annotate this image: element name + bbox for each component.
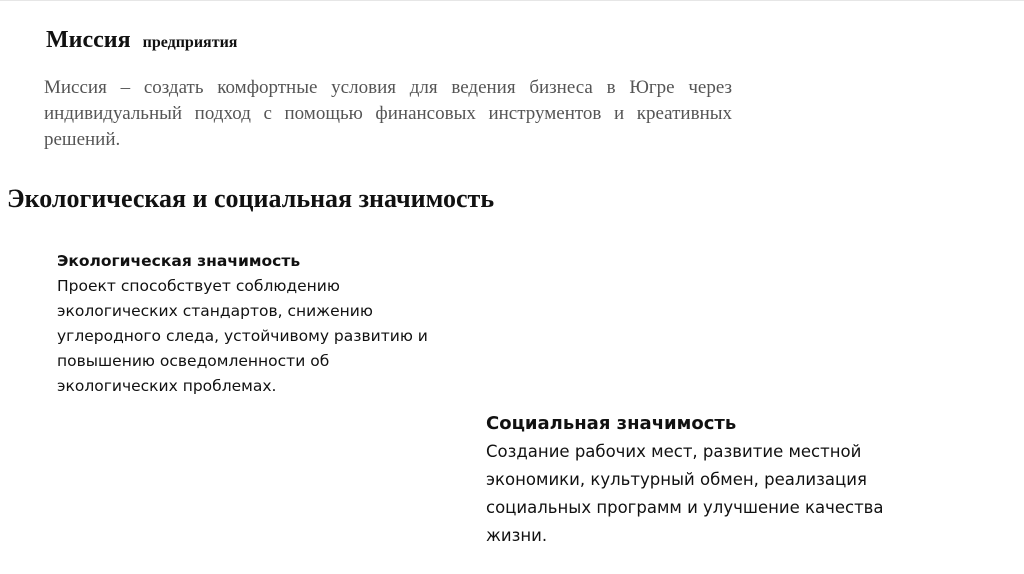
mission-title (46, 27, 237, 54)
social-significance-title: Социальная значимость (486, 413, 737, 434)
ecological-significance-title: Экологическая значимость (57, 252, 301, 270)
ecological-text-line: углеродного следа, устойчивому развитию и (57, 327, 428, 345)
social-text-line: экономики, культурный обмен, реализация (486, 470, 867, 489)
social-significance-block (486, 410, 916, 550)
mission-title-main: Миссия (46, 27, 131, 53)
mission-title-sub: предприятия (142, 34, 238, 51)
mission-text: Миссия – создать комфортные условия для ведения бизнеса в Югре через индивидуальный подход с помощью финансовых инструментов и креативных решений. (44, 77, 732, 150)
significance-heading: Экологическая и социальная значимость (7, 184, 495, 213)
ecological-text-line: экологических стандартов, снижению (57, 302, 373, 320)
social-text-line: жизни. (486, 526, 548, 545)
social-text-line: социальных программ и улучшение качества (486, 498, 884, 517)
ecological-text-line: экологических проблемах. (57, 377, 277, 395)
ecological-significance-block (57, 249, 477, 399)
social-text-line: Создание рабочих мест, развитие местной (486, 442, 862, 461)
ecological-text-line: повышению осведомленности об (57, 352, 330, 370)
ecological-text-line: Проект способствует соблюдению (57, 277, 340, 295)
